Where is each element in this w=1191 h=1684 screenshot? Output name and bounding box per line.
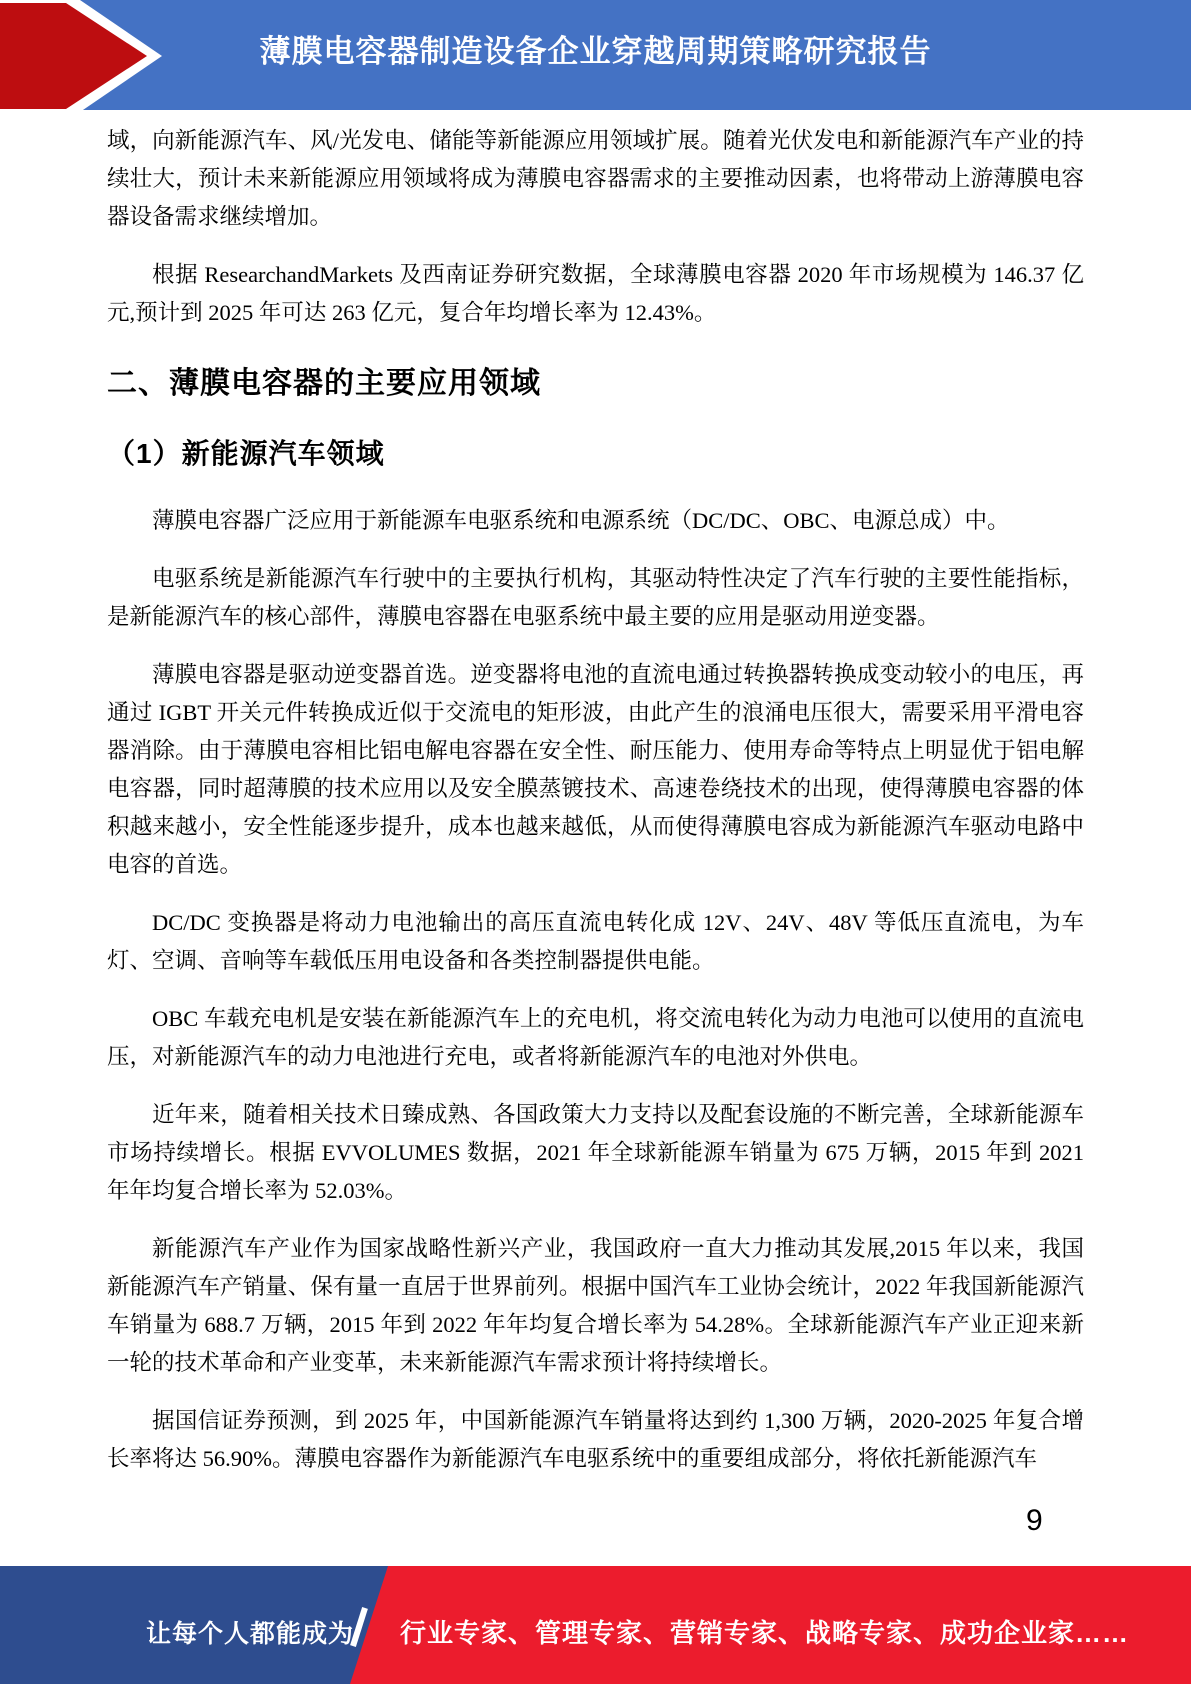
page-footer-banner <box>0 1566 1191 1684</box>
paragraph: 薄膜电容器是驱动逆变器首选。逆变器将电池的直流电通过转换器转换成变动较小的电压，再通过 IGBT 开关元件转换成近似于交流电的矩形波，由此产生的浪涌电压很大，需要采用平滑电容器消除。由于薄膜电容相比铝电解电容器在安全性、耐压能力、使用寿命等特点上明显优于铝电解电容器，同时超薄膜的技术应用以及安全膜蒸镀技术、高速卷绕技术的出现，使得薄膜电容器的体积越来越小，安全性能逐步提升，成本也越来越低，从而使得薄膜电容成为新能源汽车驱动电路中电容的首选。 <box>107 662 1084 877</box>
document-body <box>107 122 1084 1498</box>
paragraph: 域，向新能源汽车、风/光发电、储能等新能源应用领域扩展。随着光伏发电和新能源汽车产业的持续壮大，预计未来新能源应用领域将成为薄膜电容器需求的主要推动因素，也将带动上游薄膜电容器设备需求继续增加。 <box>107 128 1084 229</box>
page-header-bar <box>0 0 1191 110</box>
paragraph: 薄膜电容器广泛应用于新能源车电驱系统和电源系统（DC/DC、OBC、电源总成）中。 <box>152 508 1010 533</box>
paragraph: 新能源汽车产业作为国家战略性新兴产业，我国政府一直大力推动其发展,2015 年以来，我国新能源汽车产销量、保有量一直居于世界前列。根据中国汽车工业协会统计，2022 年我国新能源汽车销量为 688.7 万辆，2015 年到 2022 年年均复合增长率为 54.28%。全球新能源汽车产业正迎来新一轮的技术革命和产业变革，未来新能源汽车需求预计将持续增长。 <box>107 1236 1084 1375</box>
paragraph: 根据 ResearchandMarkets 及西南证券研究数据，全球薄膜电容器 2020 年市场规模为 146.37 亿元,预计到 2025 年可达 263 亿元，复合年均增长率为 12.43%。 <box>107 262 1084 325</box>
paragraph: 据国信证券预测，到 2025 年，中国新能源汽车销量将达到约 1,300 万辆，2020-2025 年复合增长率将达 56.90%。薄膜电容器作为新能源汽车电驱系统中的重要组成部分，将依托新能源汽车 <box>107 1408 1084 1471</box>
paragraph: 近年来，随着相关技术日臻成熟、各国政策大力支持以及配套设施的不断完善，全球新能源车市场持续增长。根据 EVVOLUMES 数据，2021 年全球新能源车销量为 675 万辆，2015 年到 2021 年年均复合增长率为 52.03%。 <box>107 1102 1084 1203</box>
paragraph: DC/DC 变换器是将动力电池输出的高压直流电转化成 12V、24V、48V 等低压直流电，为车灯、空调、音响等车载低压用电设备和各类控制器提供电能。 <box>107 910 1084 973</box>
section-heading: 二、薄膜电容器的主要应用领域 <box>107 367 541 400</box>
paragraph: 电驱系统是新能源汽车行驶中的主要执行机构，其驱动特性决定了汽车行驶的主要性能指标，是新能源汽车的核心部件，薄膜电容器在电驱系统中最主要的应用是驱动用逆变器。 <box>107 566 1084 629</box>
paragraph: OBC 车载充电机是安装在新能源汽车上的充电机，将交流电转化为动力电池可以使用的直流电压，对新能源汽车的动力电池进行充电，或者将新能源汽车的电池对外供电。 <box>107 1006 1084 1069</box>
footer-slogan-right: 行业专家、管理专家、营销专家、战略专家、成功企业家…… <box>400 1618 1130 1648</box>
footer-slogan-left: 让每个人都能成为 <box>146 1620 355 1648</box>
report-title: 薄膜电容器制造设备企业穿越周期策略研究报告 <box>259 34 932 69</box>
subsection-heading: （1）新能源汽车领域 <box>107 438 385 469</box>
page-number: 9 <box>1026 1504 1043 1537</box>
